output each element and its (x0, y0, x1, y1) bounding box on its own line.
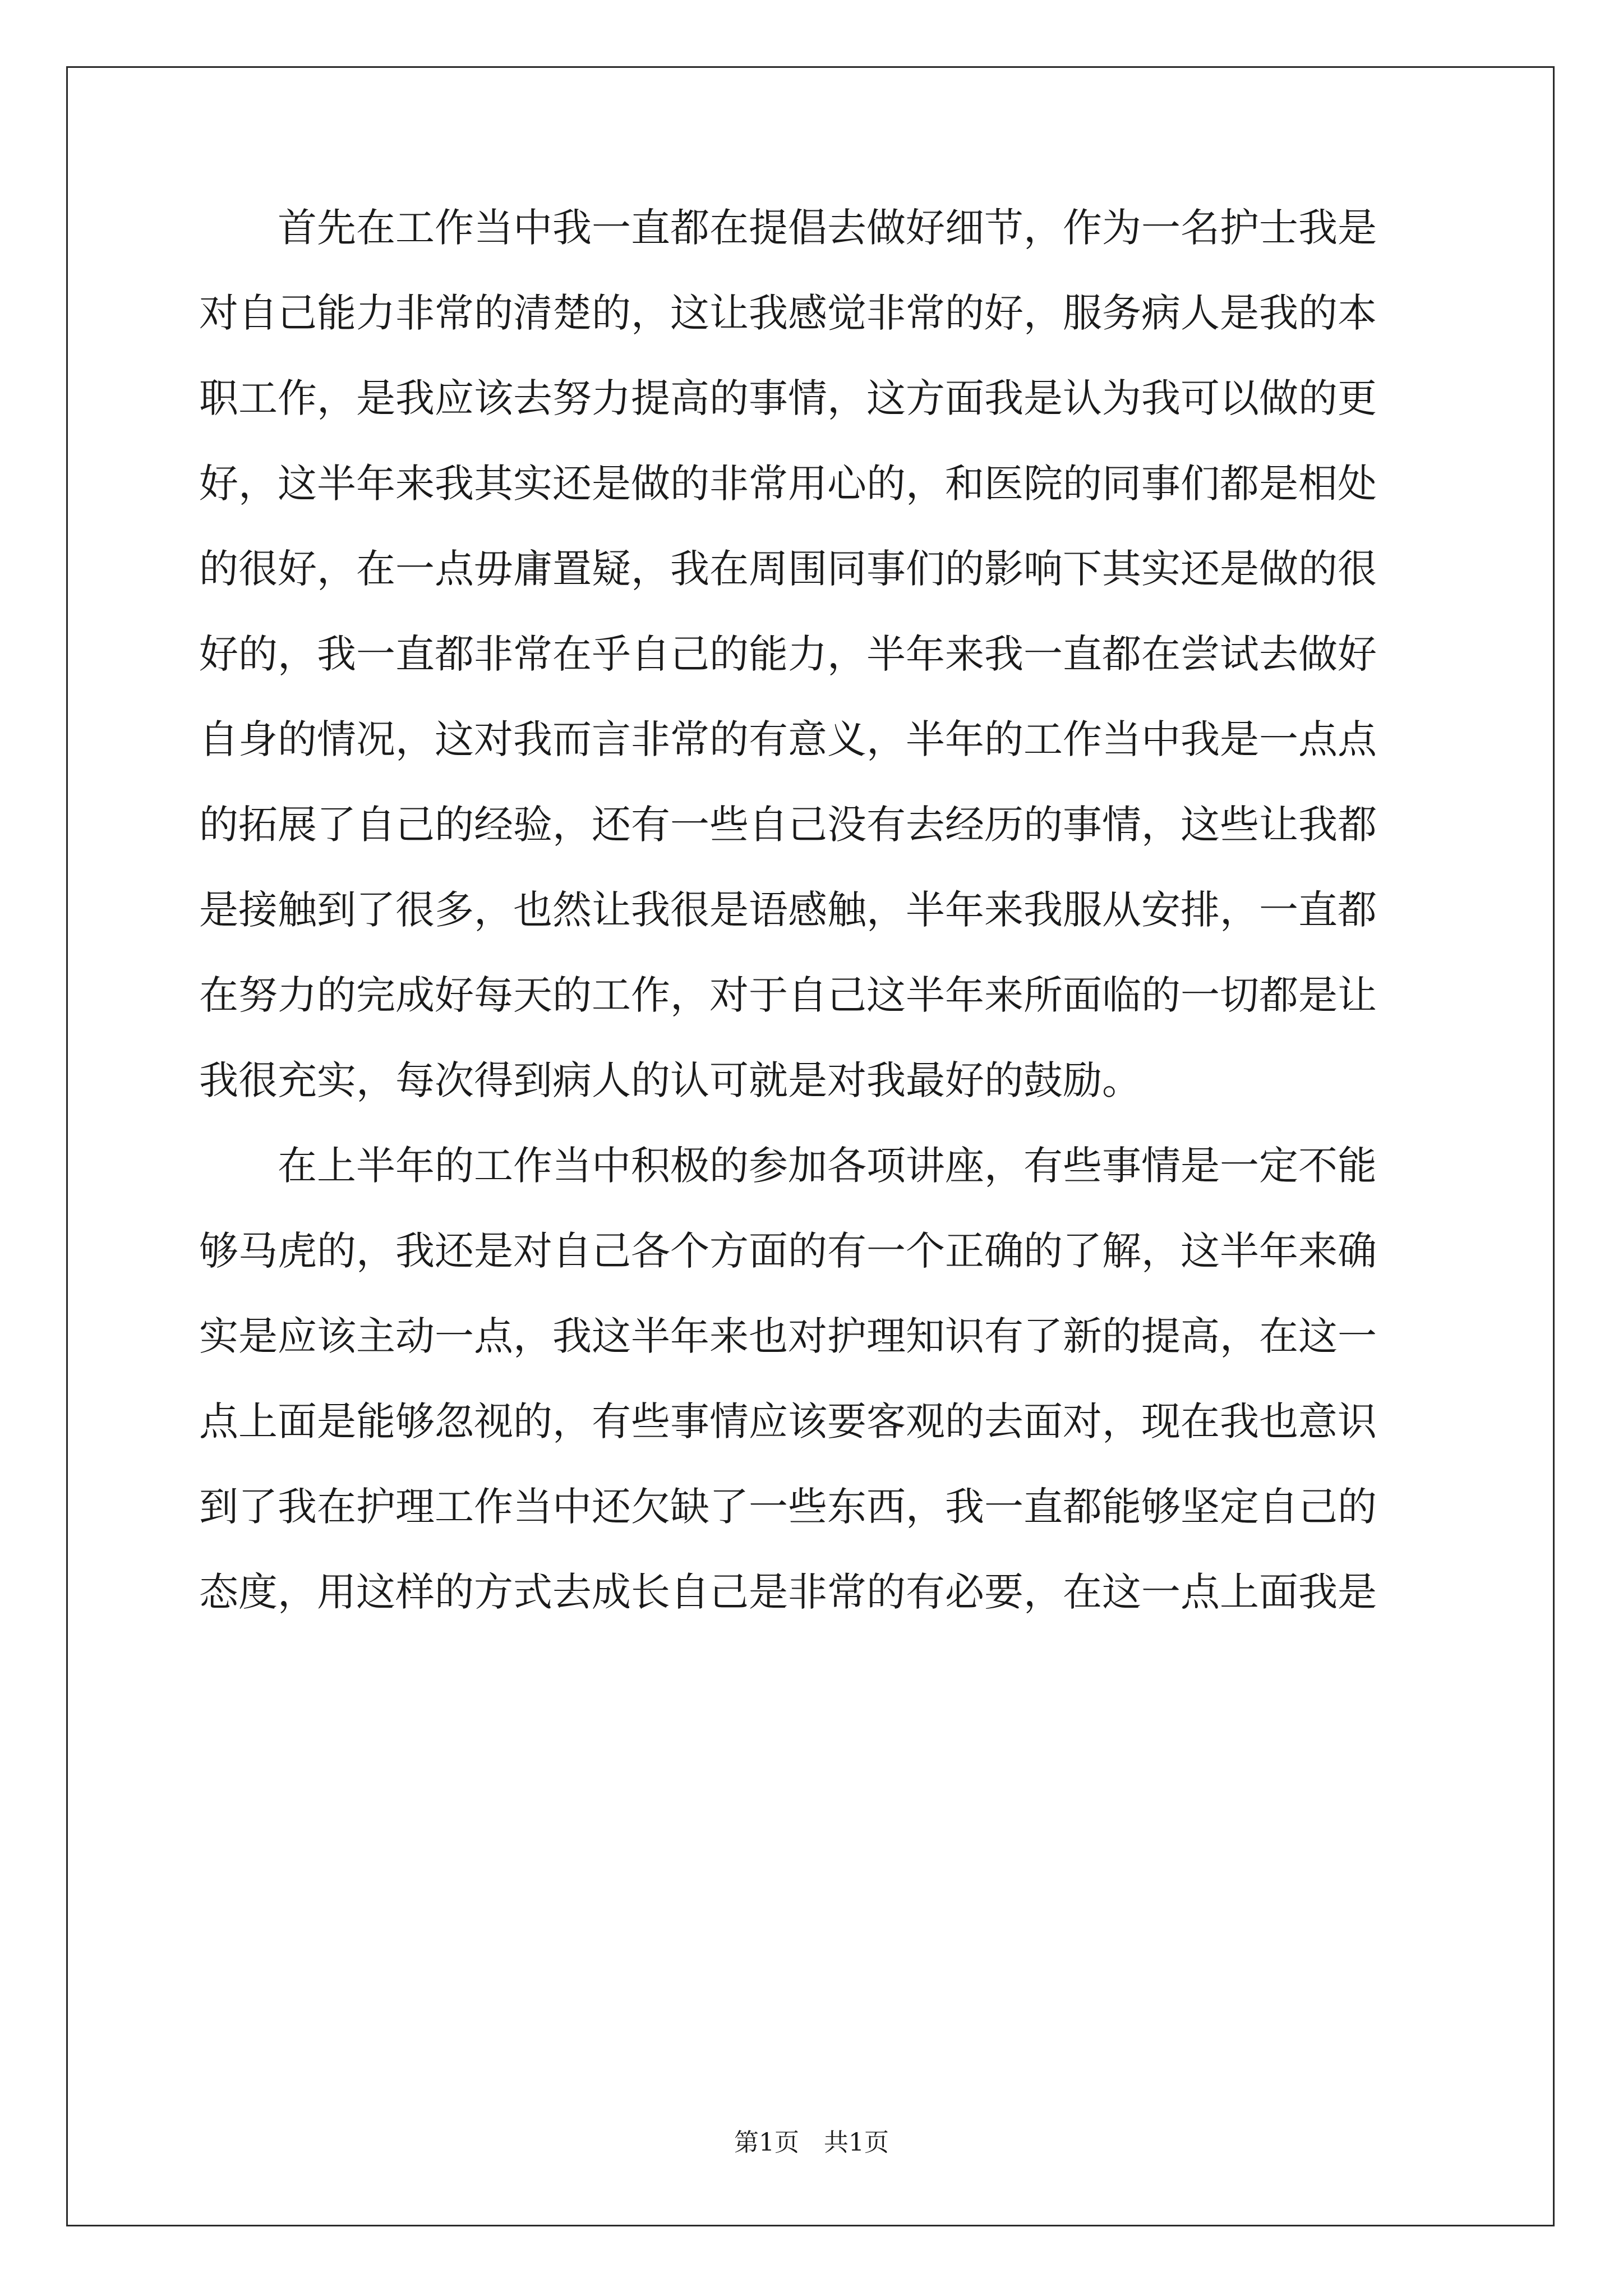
text-line: 职工作，是我应该去努力提高的事情，这方面我是认为我可以做的更 (199, 375, 1377, 421)
text-line: 的很好，在一点毋庸置疑，我在周围同事们的影响下其实还是做的很 (199, 546, 1377, 592)
text-line: 好，这半年来我其实还是做的非常用心的，和医院的同事们都是相处 (199, 461, 1377, 507)
text-line: 好的，我一直都非常在乎自己的能力，半年来我一直都在尝试去做好 (199, 631, 1377, 677)
text-line: 够马虎的，我还是对自己各个方面的有一个正确的了解，这半年来确 (199, 1228, 1377, 1274)
text-line: 在努力的完成好每天的工作，对于自己这半年来所面临的一切都是让 (199, 972, 1377, 1018)
text-line: 自身的情况，这对我而言非常的有意义，半年的工作当中我是一点点 (199, 716, 1377, 762)
text-line: 对自己能力非常的清楚的，这让我感觉非常的好，服务病人是我的本 (199, 290, 1377, 336)
text-line: 在上半年的工作当中积极的参加各项讲座，有些事情是一定不能 (199, 1143, 1377, 1189)
text-line: 态度，用这样的方式去成长自己是非常的有必要，在这一点上面我是 (199, 1569, 1377, 1615)
page-number: 第1页 共1页 (734, 2128, 889, 2157)
text-line: 实是应该主动一点，我这半年来也对护理知识有了新的提高，在这一 (199, 1313, 1377, 1359)
text-line: 我很充实，每次得到病人的认可就是对我最好的鼓励。 (199, 1057, 1141, 1103)
text-line: 点上面是能够忽视的，有些事情应该要客观的去面对，现在我也意识 (199, 1398, 1377, 1444)
text-line: 到了我在护理工作当中还欠缺了一些东西，我一直都能够坚定自己的 (199, 1484, 1377, 1530)
text-line: 首先在工作当中我一直都在提倡去做好细节，作为一名护士我是 (199, 205, 1377, 251)
text-line: 是接触到了很多，也然让我很是语感触，半年来我服从安排，一直都 (199, 887, 1377, 933)
text-line: 的拓展了自己的经验，还有一些自己没有去经历的事情，这些让我都 (199, 802, 1377, 848)
